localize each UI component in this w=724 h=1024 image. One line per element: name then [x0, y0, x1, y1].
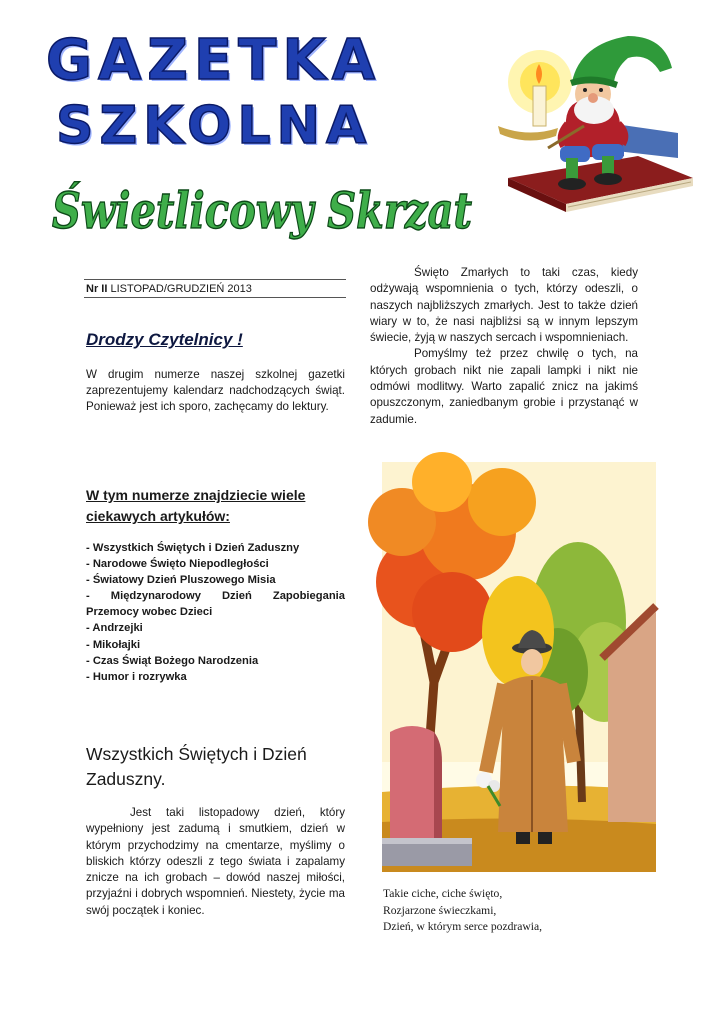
issue-date: LISTOPAD/GRUDZIEŃ 2013 [110, 283, 252, 295]
poem-line: Dzień, w którym serce pozdrawia, [383, 920, 543, 934]
intro-paragraph: W drugim numerze naszej szkolnej gazetki zaprezentujemy kalendarz nadchodzących świąt. Ponieważ jest ich sporo, zachęcamy do lektury. [86, 368, 345, 413]
poem [383, 886, 542, 936]
issue-number: Nr II [86, 283, 108, 295]
masthead-title-line1: GAZETKA [46, 28, 382, 93]
contents-item: - Andrzejki [86, 622, 143, 635]
contents-item: - Światowy Dzień Pluszowego Misia [86, 574, 276, 587]
article-title-period: . [160, 769, 166, 789]
masthead-title-line2: SZKOLNA [56, 96, 373, 156]
contents-heading: W tym numerze znajdziecie wiele ciekawych artykułów: [86, 487, 306, 524]
poem-line: Rozjarzone świeczkami, [383, 903, 497, 917]
greeting-heading: Drodzy Czytelnicy ! [86, 330, 243, 349]
contents-item: - Mikołajki [86, 638, 141, 651]
contents-list [86, 540, 345, 685]
contents-item: - Humor i rozrywka [86, 670, 187, 683]
article-title-text: Wszystkich Świętych i Dzień Zaduszny [86, 744, 307, 789]
gnome-illustration [488, 28, 698, 214]
contents-item: - Wszystkich Świętych i Dzień Zaduszny [86, 542, 300, 554]
contents-item: - Narodowe Święto Niepodległości [86, 558, 269, 571]
article-continued [370, 265, 638, 428]
subtitle-text: Świetlicowy Skrzat [52, 181, 472, 240]
contents-item: - Czas Świąt Bożego Narodzenia [86, 654, 259, 667]
issue-rule-bottom [84, 297, 346, 298]
issue-rule-top [84, 279, 346, 280]
article-title [86, 742, 348, 792]
issue-info [86, 283, 252, 295]
masthead-subtitle [48, 162, 478, 252]
article-body: Jest taki listopadowy dzień, który wypełniony jest zadumą i smutkiem, dzień w którym przychodzimy na cmentarze, myślimy o bliskich którzy odeszli z tego świata i zapalamy znicze na ich grobach – dowód naszej miłości, przyjaźni i dobrych wspomnień. Niestety, życie ma swój początek i koniec. [86, 806, 345, 917]
article-continued-p2: Pomyślmy też przez chwilę o tych, na których grobach nikt nie zapali lampki i nikt nie odmówi modlitwy. Warto zapalić znicz na jakimś opuszczonym, zaniedbanym grobie i przystanąć w zadumie. [370, 347, 638, 426]
autumn-cemetery-illustration [382, 462, 656, 872]
article-continued-p1: Święto Zmarłych to taki czas, kiedy odżywają wspomnienia o tych, którzy odeszli, o naszych najbliższych zmarłych. Jest to także dzień wiary w to, że nasi najbliżsi są w innym lepszym świecie, żyją w naszych sercach i wspomnieniach. [370, 266, 638, 345]
contents-item: - Międzynarodowy Dzień Zapobiegania Przemocy wobec Dzieci [86, 590, 345, 619]
poem-line: Takie ciche, ciche święto, [383, 887, 503, 900]
